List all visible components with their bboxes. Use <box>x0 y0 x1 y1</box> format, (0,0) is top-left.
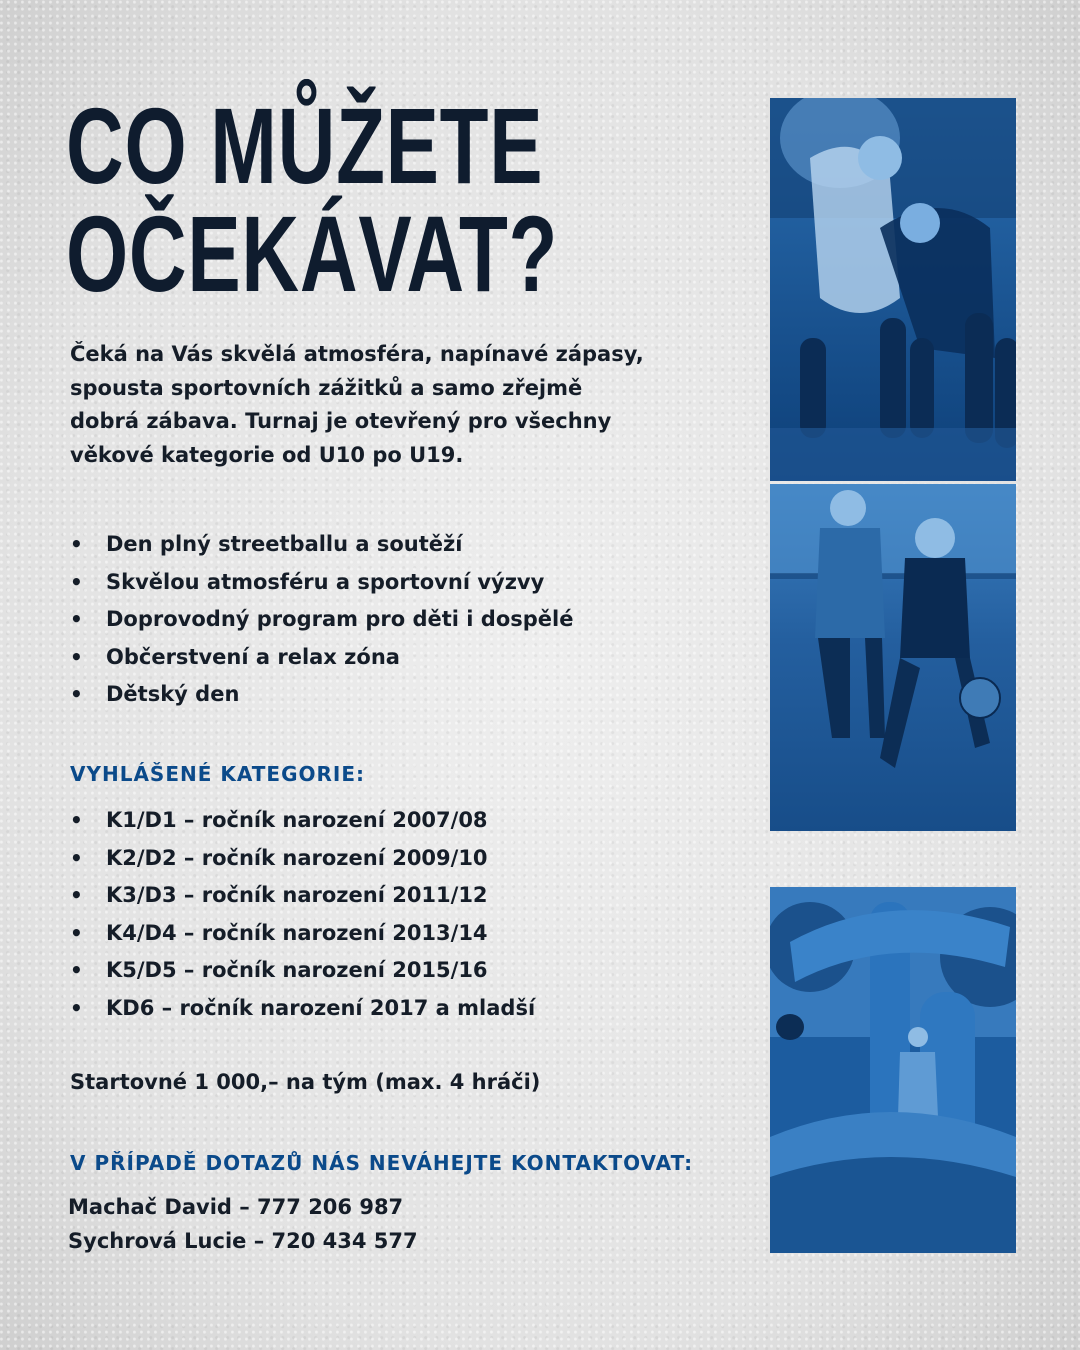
categories-heading: VYHLÁŠENÉ KATEGORIE: <box>70 762 365 786</box>
title-line-1: CO MŮŽETE <box>66 85 544 206</box>
contact-item: Sychrová Lucie – 720 434 577 <box>68 1229 418 1253</box>
contact-heading: V PŘÍPADĚ DOTAZŮ NÁS NEVÁHEJTE KONTAKTOVAT: <box>70 1151 694 1175</box>
photo-strip-top <box>770 98 1016 831</box>
list-item: • KD6 – ročník narození 2017 a mladší <box>70 990 690 1028</box>
list-item: • K2/D2 – ročník narození 2009/10 <box>70 840 690 878</box>
list-item: • K1/D1 – ročník narození 2007/08 <box>70 802 690 840</box>
list-item: • Dětský den <box>70 676 690 714</box>
page-title <box>66 85 559 314</box>
contact-list <box>68 1190 418 1258</box>
title-line-2: OČEKÁVAT? <box>66 193 559 314</box>
entry-fee: Startovné 1 000,– na tým (max. 4 hráči) <box>70 1070 541 1094</box>
contact-item: Machač David – 777 206 987 <box>68 1195 404 1219</box>
list-item: • K5/D5 – ročník narození 2015/16 <box>70 952 690 990</box>
list-item: • Den plný streetballu a soutěží <box>70 526 690 564</box>
list-item: • Občerstvení a relax zóna <box>70 639 690 677</box>
features-list <box>70 526 690 714</box>
inflatable-photo <box>770 887 1016 1253</box>
list-item: • Skvělou atmosféru a sportovní výzvy <box>70 564 690 602</box>
categories-list <box>70 802 690 1027</box>
intro-paragraph: Čeká na Vás skvělá atmosféra, napínavé zápasy, spousta sportovních zážitků a samo zřejmě dobrá zábava. Turnaj je otevřený pro všechny věkové kategorie od U10 po U19. <box>70 342 644 467</box>
list-item: • K3/D3 – ročník narození 2011/12 <box>70 877 690 915</box>
event-photo-collage <box>770 98 1016 831</box>
photo-strip-bottom <box>770 887 1016 1253</box>
list-item: • Doprovodný program pro děti i dospělé <box>70 601 690 639</box>
list-item: • K4/D4 – ročník narození 2013/14 <box>70 915 690 953</box>
